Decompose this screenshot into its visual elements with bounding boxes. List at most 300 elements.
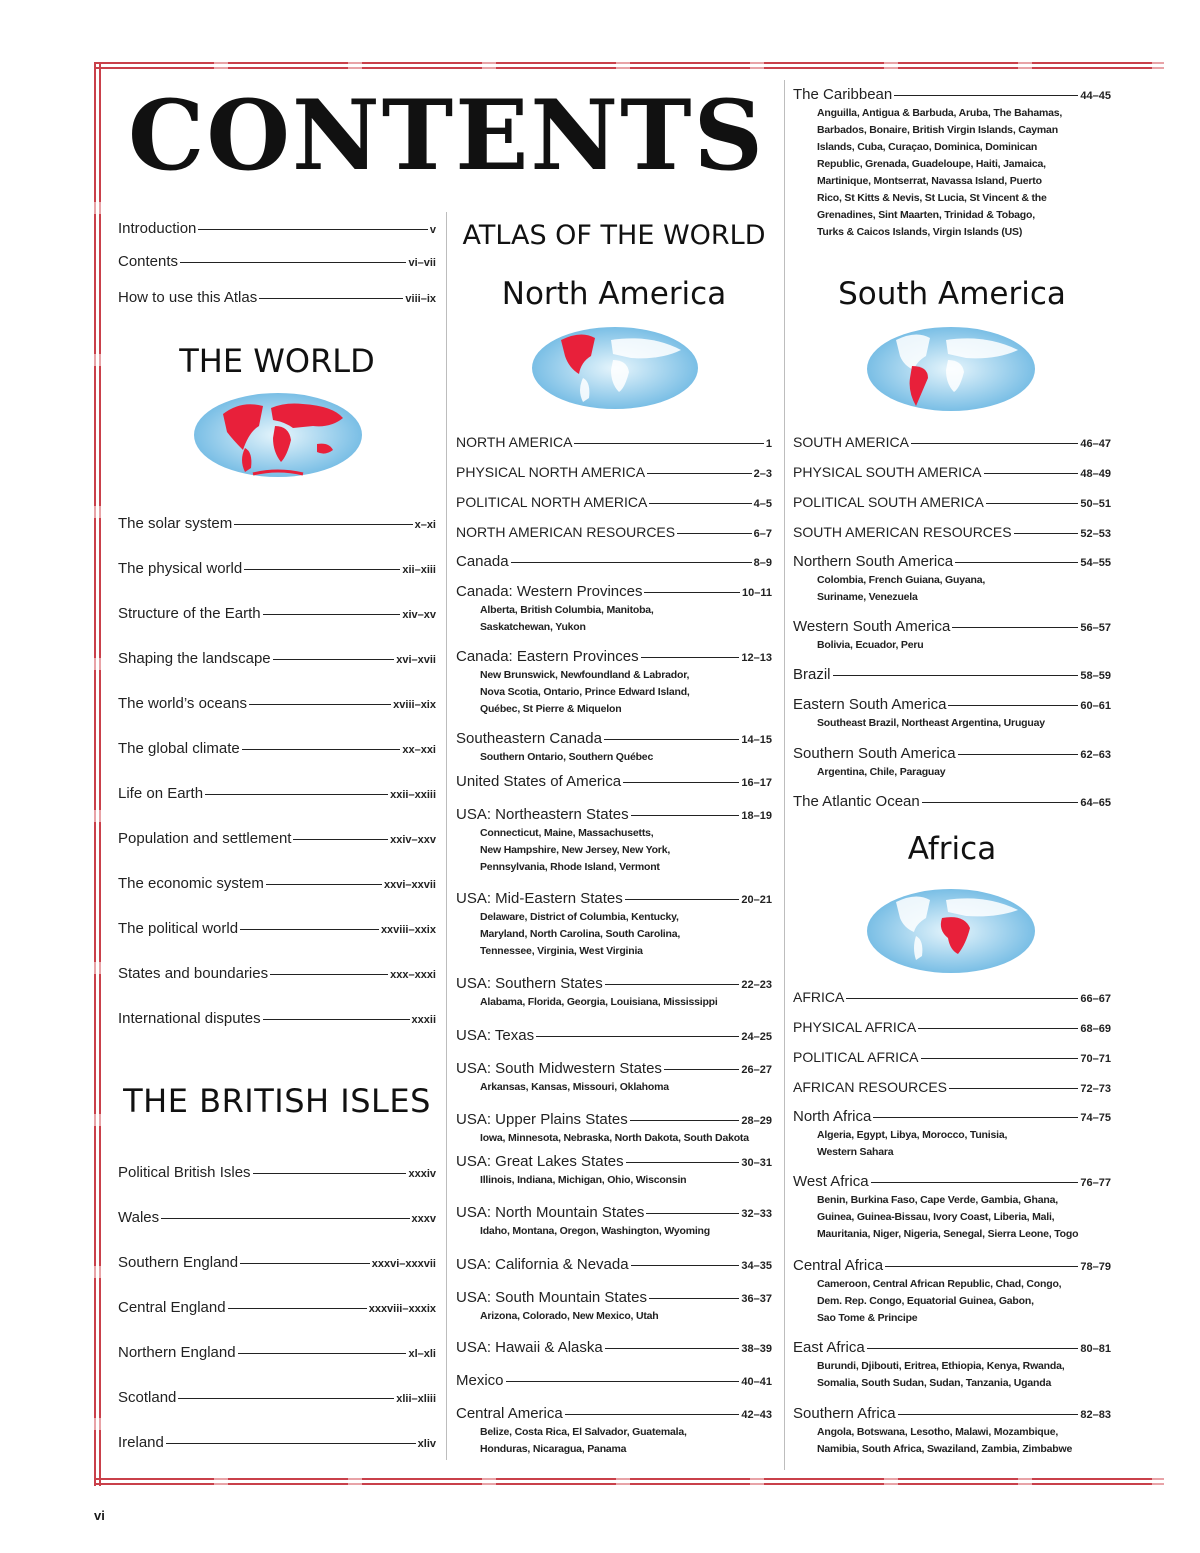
toc-entry-the-world-s-oceans[interactable] (118, 695, 436, 714)
toc-entry-page: 80–81 (1080, 1343, 1111, 1355)
toc-entry-label: USA: Upper Plains States (456, 1111, 628, 1128)
toc-entry-page: 12–13 (741, 652, 772, 664)
toc-entry-subregions: Pennsylvania, Rhode Island, Vermont (480, 861, 660, 873)
toc-entry-canada[interactable] (456, 553, 772, 572)
toc-entry-subregions: Suriname, Venezuela (817, 591, 918, 603)
toc-entry-north-america[interactable] (456, 433, 772, 453)
leader-line (263, 614, 401, 615)
toc-entry-the-political-world[interactable] (118, 920, 436, 939)
toc-entry-page: 36–37 (741, 1293, 772, 1305)
toc-entry-page: vi–vii (408, 257, 436, 269)
toc-entry-mexico[interactable] (456, 1372, 772, 1391)
south-america-globe-icon (866, 326, 1036, 412)
toc-entry-scotland[interactable] (118, 1389, 436, 1408)
toc-entry-page: xvi–xvii (396, 654, 436, 666)
toc-entry-page: v (429, 224, 436, 236)
toc-entry-page: 26–27 (741, 1064, 772, 1076)
column-divider-2 (784, 80, 785, 1470)
toc-entry-subregions: Belize, Costa Rica, El Salvador, Guatemala, (480, 1426, 687, 1438)
leader-line (631, 815, 740, 816)
leader-line (511, 562, 752, 563)
toc-entry-page: 42–43 (741, 1409, 772, 1421)
toc-entry-page: 32–33 (741, 1208, 772, 1220)
toc-entry-label: POLITICAL NORTH AMERICA (456, 494, 648, 510)
toc-entry-usa-upper-plains-states[interactable] (456, 1111, 772, 1130)
toc-entry-subregions: Alberta, British Columbia, Manitoba, (480, 604, 654, 616)
column-left (118, 0, 436, 1553)
toc-entry-label: Eastern South America (793, 696, 947, 713)
section-heading-africa: Africa (907, 831, 997, 867)
toc-entry-page: xxxviii–xxxix (368, 1303, 436, 1315)
leader-line (952, 627, 1078, 628)
toc-entry-eastern-south-america[interactable] (793, 696, 1111, 715)
toc-entry-subregions: Southern Ontario, Southern Québec (480, 751, 654, 763)
toc-entry-political-south-america[interactable] (793, 493, 1111, 513)
toc-entry-east-africa[interactable] (793, 1339, 1111, 1358)
leader-line (894, 95, 1078, 96)
leader-line (234, 524, 412, 525)
toc-entry-subregions: Delaware, District of Columbia, Kentucky, (480, 911, 679, 923)
toc-entry-page: 56–57 (1080, 622, 1111, 634)
toc-entry-label: SOUTH AMERICA (793, 434, 909, 450)
section-heading-world: THE WORLD (179, 342, 375, 380)
toc-entry-page: 68–69 (1080, 1023, 1111, 1035)
toc-entry-page: 6–7 (753, 528, 772, 540)
toc-entry-page: 2–3 (753, 468, 772, 480)
leader-line (644, 592, 740, 593)
africa-globe-icon (866, 888, 1036, 974)
toc-entry-page: xxvi–xxvii (384, 879, 436, 891)
toc-entry-label: Central England (118, 1299, 226, 1316)
leader-line (649, 1298, 739, 1299)
toc-entry-page: x–xi (414, 519, 436, 531)
toc-entry-subregions: Tennessee, Virginia, West Virginia (480, 945, 643, 957)
leader-line (922, 802, 1079, 803)
toc-entry-label: USA: Texas (456, 1027, 535, 1044)
toc-entry-page: xxx–xxxi (390, 969, 436, 981)
leader-line (631, 1265, 740, 1266)
leader-line (871, 1182, 1079, 1183)
toc-entry-label: POLITICAL AFRICA (793, 1049, 919, 1065)
toc-entry-page: 20–21 (741, 894, 772, 906)
toc-entry-page: 30–31 (741, 1157, 772, 1169)
toc-entry-subregions: Barbados, Bonaire, British Virgin Islands, Cayman (817, 124, 1058, 136)
toc-entry-southern-africa[interactable] (793, 1405, 1111, 1424)
toc-entry-african-resources[interactable] (793, 1078, 1111, 1098)
leader-line (198, 229, 427, 230)
toc-entry-page: 60–61 (1080, 700, 1111, 712)
toc-entry-page: 44–45 (1080, 90, 1111, 102)
toc-entry-south-american-resources[interactable] (793, 523, 1111, 543)
toc-entry-label: USA: Mid-Eastern States (456, 890, 623, 907)
toc-entry-page: 74–75 (1080, 1112, 1111, 1124)
toc-entry-subregions: Connecticut, Maine, Massachusetts, (480, 827, 654, 839)
toc-entry-page: xxxii (411, 1014, 436, 1026)
toc-entry-label: The Caribbean (793, 86, 893, 103)
column-right (793, 0, 1111, 1553)
toc-entry-label: The Atlantic Ocean (793, 793, 920, 810)
toc-entry-label: Wales (118, 1209, 160, 1226)
toc-entry-label: Northern South America (793, 553, 954, 570)
leader-line (263, 1019, 410, 1020)
toc-entry-page: 24–25 (741, 1031, 772, 1043)
toc-entry-page: 1 (765, 438, 772, 450)
toc-entry-label: USA: Northeastern States (456, 806, 629, 823)
toc-entry-label: USA: Great Lakes States (456, 1153, 624, 1170)
leader-line (846, 998, 1078, 999)
leader-line (536, 1036, 739, 1037)
toc-entry-north-africa[interactable] (793, 1108, 1111, 1127)
toc-entry-subregions: Benin, Burkina Faso, Cape Verde, Gambia, Ghana, (817, 1194, 1058, 1206)
toc-entry-label: Life on Earth (118, 785, 204, 802)
toc-entry-label: Shaping the landscape (118, 650, 271, 667)
toc-entry-population-and-settlement[interactable] (118, 830, 436, 849)
toc-entry-label: PHYSICAL SOUTH AMERICA (793, 464, 982, 480)
toc-entry-page: 18–19 (741, 810, 772, 822)
leader-line (273, 659, 395, 660)
toc-entry-southern-england[interactable] (118, 1254, 436, 1273)
toc-entry-page: xviii–xix (393, 699, 436, 711)
leader-line (605, 984, 740, 985)
toc-entry-subregions: Iowa, Minnesota, Nebraska, North Dakota, South Dakota (480, 1132, 749, 1144)
toc-entry-page: xxii–xxiii (390, 789, 436, 801)
toc-entry-subregions: Guinea, Guinea-Bissau, Ivory Coast, Liberia, Mali, (817, 1211, 1055, 1223)
leader-line (605, 1348, 740, 1349)
toc-entry-subregions: Algeria, Egypt, Libya, Morocco, Tunisia, (817, 1129, 1008, 1141)
toc-entry-political-north-america[interactable] (456, 493, 772, 513)
toc-entry-subregions: Honduras, Nicaragua, Panama (480, 1443, 627, 1455)
toc-entry-subregions: Southeast Brazil, Northeast Argentina, Uruguay (817, 717, 1045, 729)
toc-entry-subregions: Turks & Caicos Islands, Virgin Islands (US) (817, 226, 1023, 238)
toc-entry-subregions: Sao Tome & Principe (817, 1312, 918, 1324)
toc-entry-label: The economic system (118, 875, 264, 892)
toc-entry-label: USA: Southern States (456, 975, 603, 992)
toc-entry-label: Population and settlement (118, 830, 292, 847)
toc-entry-label: Southern England (118, 1254, 239, 1271)
toc-entry-label: United States of America (456, 773, 622, 790)
leader-line (293, 839, 388, 840)
toc-entry-physical-north-america[interactable] (456, 463, 772, 483)
toc-entry-subregions: Québec, St Pierre & Miquelon (480, 703, 622, 715)
toc-entry-page: 70–71 (1080, 1053, 1111, 1065)
toc-entry-page: xxxiv (408, 1168, 436, 1180)
toc-entry-label: Introduction (118, 220, 197, 237)
toc-entry-subregions: Somalia, South Sudan, Sudan, Tanzania, Uganda (817, 1377, 1052, 1389)
leader-line (955, 562, 1078, 563)
toc-entry-canada-western-provinces[interactable] (456, 583, 772, 602)
toc-entry-northern-south-america[interactable] (793, 553, 1111, 572)
leader-line (986, 503, 1079, 504)
toc-entry-life-on-earth[interactable] (118, 785, 436, 804)
toc-entry-label: Brazil (793, 666, 831, 683)
toc-entry-page: 34–35 (741, 1260, 772, 1272)
toc-entry-subregions: Cameroon, Central African Republic, Chad, Congo, (817, 1278, 1062, 1290)
leader-line (625, 899, 740, 900)
toc-entry-subregions: Mauritania, Niger, Nigeria, Senegal, Sierra Leone, Togo (817, 1228, 1079, 1240)
toc-entry-label: Scotland (118, 1389, 177, 1406)
toc-entry-label: Southern Africa (793, 1405, 896, 1422)
toc-entry-south-america[interactable] (793, 433, 1111, 453)
toc-entry-label: Southern South America (793, 745, 956, 762)
toc-entry-the-economic-system[interactable] (118, 875, 436, 894)
leader-line (249, 704, 391, 705)
leader-line (948, 705, 1078, 706)
toc-entry-brazil[interactable] (793, 666, 1111, 685)
toc-entry-page: xxxvi–xxxvii (371, 1258, 436, 1270)
leader-line (253, 1173, 407, 1174)
left-border (94, 62, 102, 1486)
toc-entry-structure-of-the-earth[interactable] (118, 605, 436, 624)
leader-line (958, 754, 1079, 755)
toc-entry-label: States and boundaries (118, 965, 269, 982)
toc-entry-label: The political world (118, 920, 239, 937)
toc-entry-southern-south-america[interactable] (793, 745, 1111, 764)
section-heading-north-america: North America (501, 276, 727, 312)
toc-entry-label: Southeastern Canada (456, 730, 602, 747)
toc-entry-label: Central Africa (793, 1257, 884, 1274)
toc-entry-page: 82–83 (1080, 1409, 1111, 1421)
leader-line (664, 1069, 739, 1070)
toc-entry-label: USA: South Midwestern States (456, 1060, 662, 1077)
toc-entry-western-south-america[interactable] (793, 618, 1111, 637)
toc-entry-usa-mid-eastern-states[interactable] (456, 890, 772, 909)
toc-entry-subregions: Grenadines, Sint Maarten, Trinidad & Tobago, (817, 209, 1035, 221)
toc-entry-introduction[interactable] (118, 220, 436, 239)
leader-line (259, 298, 403, 299)
leader-line (1014, 533, 1079, 534)
toc-entry-page: xiv–xv (402, 609, 436, 621)
toc-entry-usa-north-mountain-states[interactable] (456, 1204, 772, 1223)
toc-entry-central-africa[interactable] (793, 1257, 1111, 1276)
north-america-globe-icon (531, 326, 699, 410)
toc-entry-political-british-isles[interactable] (118, 1164, 436, 1183)
toc-entry-page: 72–73 (1080, 1083, 1111, 1095)
toc-entry-label: Ireland (118, 1434, 164, 1451)
toc-entry-label: Structure of the Earth (118, 605, 261, 622)
toc-entry-page: 22–23 (741, 979, 772, 991)
leader-line (898, 1414, 1079, 1415)
toc-entry-label: The world’s oceans (118, 695, 247, 712)
section-heading-british-isles: THE BRITISH ISLES (123, 1082, 431, 1120)
toc-entry-usa-northeastern-states[interactable] (456, 806, 772, 825)
toc-entry-subregions: Angola, Botswana, Lesotho, Malawi, Mozambique, (817, 1426, 1059, 1438)
toc-entry-the-atlantic-ocean[interactable] (793, 793, 1111, 812)
toc-entry-page: 52–53 (1080, 528, 1111, 540)
toc-entry-label: How to use this Atlas (118, 289, 258, 306)
leader-line (921, 1058, 1079, 1059)
toc-entry-international-disputes[interactable] (118, 1010, 436, 1029)
toc-entry-label: Western South America (793, 618, 951, 635)
world-globe-icon (193, 392, 363, 478)
toc-entry-africa[interactable] (793, 988, 1111, 1008)
toc-entry-page: xxxv (411, 1213, 436, 1225)
leader-line (623, 782, 739, 783)
toc-entry-page: 14–15 (741, 734, 772, 746)
leader-line (641, 657, 740, 658)
leader-line (266, 884, 382, 885)
toc-entry-states-and-boundaries[interactable] (118, 965, 436, 984)
toc-entry-page: 28–29 (741, 1115, 772, 1127)
toc-entry-usa-california-nevada[interactable] (456, 1256, 772, 1275)
leader-line (911, 443, 1079, 444)
toc-entry-central-america[interactable] (456, 1405, 772, 1424)
toc-entry-usa-south-mountain-states[interactable] (456, 1289, 772, 1308)
leader-line (166, 1443, 416, 1444)
toc-entry-label: Canada: Western Provinces (456, 583, 643, 600)
leader-line (873, 1117, 1078, 1118)
toc-entry-subregions: Islands, Cuba, Curaçao, Dominica, Dominican (817, 141, 1038, 153)
toc-entry-southeastern-canada[interactable] (456, 730, 772, 749)
toc-entry-page: 62–63 (1080, 749, 1111, 761)
leader-line (984, 473, 1079, 474)
page-title: CONTENTS (128, 79, 765, 192)
toc-entry-label: SOUTH AMERICAN RESOURCES (793, 524, 1012, 540)
toc-entry-political-africa[interactable] (793, 1048, 1111, 1068)
toc-entry-page: 40–41 (741, 1376, 772, 1388)
toc-entry-page: 8–9 (753, 557, 772, 569)
toc-entry-subregions: Arizona, Colorado, New Mexico, Utah (480, 1310, 659, 1322)
leader-line (833, 675, 1079, 676)
page-number: vi (94, 1508, 105, 1523)
leader-line (918, 1028, 1078, 1029)
toc-entry-label: AFRICAN RESOURCES (793, 1079, 948, 1095)
toc-entry-subregions: New Hampshire, New Jersey, New York, (480, 844, 671, 856)
toc-entry-page: 16–17 (741, 777, 772, 789)
toc-entry-label: PHYSICAL NORTH AMERICA (456, 464, 646, 480)
toc-entry-page: 58–59 (1080, 670, 1111, 682)
leader-line (626, 1162, 740, 1163)
leader-line (244, 569, 400, 570)
toc-entry-shaping-the-landscape[interactable] (118, 650, 436, 669)
toc-entry-the-physical-world[interactable] (118, 560, 436, 579)
toc-entry-page: 64–65 (1080, 797, 1111, 809)
toc-entry-united-states-of-america[interactable] (456, 773, 772, 792)
toc-entry-label: The physical world (118, 560, 243, 577)
leader-line (647, 473, 752, 474)
leader-line (574, 443, 763, 444)
toc-entry-page: xlii–xliii (396, 1393, 436, 1405)
toc-entry-label: East Africa (793, 1339, 865, 1356)
toc-entry-label: West Africa (793, 1173, 869, 1190)
toc-entry-northern-england[interactable] (118, 1344, 436, 1363)
toc-entry-page: xl–xli (408, 1348, 436, 1360)
toc-entry-north-american-resources[interactable] (456, 523, 772, 543)
toc-entry-page: 48–49 (1080, 468, 1111, 480)
toc-entry-subregions: Illinois, Indiana, Michigan, Ohio, Wisconsin (480, 1174, 687, 1186)
toc-entry-label: USA: Hawaii & Alaska (456, 1339, 603, 1356)
leader-line (506, 1381, 740, 1382)
toc-entry-the-caribbean[interactable] (793, 86, 1111, 105)
toc-entry-subregions: Burundi, Djibouti, Eritrea, Ethiopia, Kenya, Rwanda, (817, 1360, 1065, 1372)
leader-line (649, 503, 751, 504)
section-heading-south-america: South America (838, 276, 1066, 312)
toc-entry-usa-texas[interactable] (456, 1027, 772, 1046)
toc-entry-page: 50–51 (1080, 498, 1111, 510)
leader-line (205, 794, 388, 795)
toc-entry-page: xx–xxi (402, 744, 436, 756)
toc-entry-central-england[interactable] (118, 1299, 436, 1318)
toc-entry-page: 78–79 (1080, 1261, 1111, 1273)
toc-entry-physical-south-america[interactable] (793, 463, 1111, 483)
toc-entry-subregions: Colombia, French Guiana, Guyana, (817, 574, 986, 586)
toc-entry-subregions: Saskatchewan, Yukon (480, 621, 586, 633)
toc-entry-label: Central America (456, 1405, 563, 1422)
toc-entry-label: Canada: Eastern Provinces (456, 648, 639, 665)
toc-entry-label: USA: South Mountain States (456, 1289, 647, 1306)
toc-entry-label: Political British Isles (118, 1164, 251, 1181)
toc-entry-page: xii–xiii (402, 564, 436, 576)
toc-entry-subregions: Rico, St Kitts & Nevis, St Lucia, St Vincent & the (817, 192, 1047, 204)
toc-entry-subregions: Argentina, Chile, Paraguay (817, 766, 946, 778)
leader-line (228, 1308, 367, 1309)
toc-entry-contents[interactable] (118, 253, 436, 272)
toc-entry-page: 38–39 (741, 1343, 772, 1355)
leader-line (178, 1398, 394, 1399)
toc-entry-subregions: Arkansas, Kansas, Missouri, Oklahoma (480, 1081, 669, 1093)
leader-line (565, 1414, 740, 1415)
toc-entry-how-to-use-this-atlas[interactable] (118, 289, 436, 308)
toc-entry-page: 46–47 (1080, 438, 1111, 450)
toc-entry-subregions: Western Sahara (817, 1146, 894, 1158)
toc-entry-label: AFRICA (793, 989, 845, 1005)
toc-entry-wales[interactable] (118, 1209, 436, 1228)
toc-entry-label: NORTH AMERICA (456, 434, 573, 450)
toc-entry-label: The global climate (118, 740, 240, 757)
leader-line (646, 1213, 739, 1214)
toc-entry-subregions: Martinique, Montserrat, Navassa Island, Puerto (817, 175, 1042, 187)
toc-entry-page: xxiv–xxv (390, 834, 436, 846)
toc-entry-subregions: Maryland, North Carolina, South Carolina, (480, 928, 681, 940)
toc-entry-subregions: Republic, Grenada, Guadeloupe, Haiti, Jamaica, (817, 158, 1046, 170)
toc-entry-the-global-climate[interactable] (118, 740, 436, 759)
toc-entry-west-africa[interactable] (793, 1173, 1111, 1192)
leader-line (677, 533, 752, 534)
toc-entry-label: Canada (456, 553, 509, 570)
leader-line (604, 739, 739, 740)
toc-entry-canada-eastern-provinces[interactable] (456, 648, 772, 667)
toc-entry-subregions: Idaho, Montana, Oregon, Washington, Wyoming (480, 1225, 710, 1237)
toc-entry-usa-great-lakes-states[interactable] (456, 1153, 772, 1172)
toc-entry-label: POLITICAL SOUTH AMERICA (793, 494, 984, 510)
toc-entry-page: viii–ix (405, 293, 436, 305)
toc-entry-page: 66–67 (1080, 993, 1111, 1005)
toc-entry-subregions: Dem. Rep. Congo, Equatorial Guinea, Gabon, (817, 1295, 1034, 1307)
toc-entry-page: xliv (417, 1438, 436, 1450)
toc-entry-subregions: Nova Scotia, Ontario, Prince Edward Island, (480, 686, 690, 698)
toc-entry-subregions: Alabama, Florida, Georgia, Louisiana, Mississippi (480, 996, 718, 1008)
toc-entry-the-solar-system[interactable] (118, 515, 436, 534)
toc-entry-subregions: New Brunswick, Newfoundland & Labrador, (480, 669, 690, 681)
toc-entry-page: 54–55 (1080, 557, 1111, 569)
section-heading-atlas: ATLAS OF THE WORLD (462, 220, 766, 251)
toc-entry-label: Mexico (456, 1372, 504, 1389)
leader-line (240, 1263, 370, 1264)
leader-line (242, 749, 401, 750)
toc-entry-subregions: Anguilla, Antigua & Barbuda, Aruba, The Bahamas, (817, 107, 1063, 119)
leader-line (630, 1120, 740, 1121)
leader-line (949, 1088, 1078, 1089)
toc-entry-usa-south-midwestern-states[interactable] (456, 1060, 772, 1079)
toc-entry-label: Contents (118, 253, 179, 270)
toc-entry-page: xxviii–xxix (380, 924, 436, 936)
toc-entry-ireland[interactable] (118, 1434, 436, 1453)
column-middle (456, 0, 772, 1553)
toc-entry-label: Northern England (118, 1344, 236, 1361)
toc-entry-usa-hawaii-alaska[interactable] (456, 1339, 772, 1358)
toc-entry-label: USA: North Mountain States (456, 1204, 645, 1221)
toc-entry-usa-southern-states[interactable] (456, 975, 772, 994)
toc-entry-physical-africa[interactable] (793, 1018, 1111, 1038)
